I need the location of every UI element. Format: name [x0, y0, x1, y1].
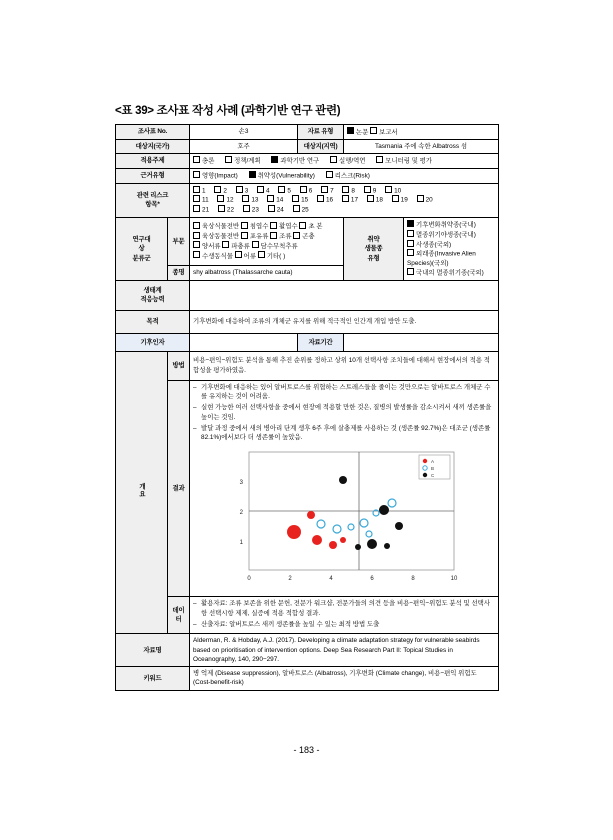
checkbox-icon[interactable] — [342, 195, 349, 202]
checkbox-icon[interactable] — [243, 205, 250, 212]
risk-item[interactable]: 21 — [193, 205, 209, 215]
checkbox-icon[interactable] — [193, 241, 200, 248]
checkbox-icon[interactable] — [241, 232, 248, 239]
result-list — [193, 383, 495, 443]
checkbox-icon[interactable] — [193, 186, 200, 193]
checkbox-option-etc[interactable]: 기타( ) — [258, 253, 285, 260]
checkbox-icon[interactable] — [242, 195, 249, 202]
checkbox-icon[interactable] — [407, 220, 414, 227]
checkbox-icon[interactable] — [392, 195, 399, 202]
list-item: – 기후변화에 대응하는 있어 알버트로스를 위협하는 스트레스들을 줄이는 것만으로는 알바트로스 개체군 수를 유지하는 것이 어려움. — [193, 383, 495, 402]
risk-item[interactable]: 9 — [364, 186, 377, 196]
checkbox-icon[interactable] — [193, 195, 200, 202]
risk-item[interactable]: 2 — [214, 186, 227, 196]
checkbox-icon[interactable] — [235, 251, 242, 258]
value-method: 비용−편익−위험도 분석을 통해 추진 순위를 정하고 상위 10개 선택사항 조치들에 대해서 현장에서의 적용 적합성을 평가하였음. — [190, 351, 499, 380]
checkbox-icon[interactable] — [270, 222, 277, 229]
page-number: - 183 - — [293, 745, 320, 755]
value-species: shy albatross (Thalassarche cauta) — [190, 265, 344, 280]
risk-item[interactable]: 14 — [267, 195, 283, 205]
label-source: 자료명 — [116, 634, 190, 667]
table-row — [116, 168, 499, 183]
label-region: 대상지(지역) — [298, 139, 344, 153]
checkbox-icon[interactable] — [293, 232, 300, 239]
checkbox-icon[interactable] — [258, 251, 265, 258]
survey-form-table — [115, 124, 499, 691]
checkbox-icon[interactable] — [267, 195, 274, 202]
value-vulnerable-species-type — [404, 217, 499, 280]
legend-marker-red — [423, 459, 427, 463]
checkbox-icon[interactable] — [376, 156, 383, 163]
risk-item[interactable]: 19 — [392, 195, 408, 205]
label-risk-items: 관련 리스크 항목* — [116, 183, 190, 217]
table-row — [116, 634, 499, 667]
checkbox-icon[interactable] — [225, 156, 232, 163]
label-method: 방법 — [168, 351, 190, 380]
risk-item[interactable]: 5 — [278, 186, 291, 196]
checkbox-icon[interactable] — [321, 186, 328, 193]
checkbox-option-mammal[interactable]: 포유류 — [241, 233, 269, 240]
table-row — [116, 154, 499, 169]
data-list — [193, 599, 495, 629]
value-survey-no: 손3 — [190, 125, 298, 140]
risk-item[interactable]: 8 — [342, 186, 355, 196]
division-row-4 — [193, 251, 340, 261]
risk-item[interactable]: 11 — [193, 195, 209, 205]
checkbox-icon[interactable] — [407, 230, 414, 237]
value-source: Alderman, R. & Hobday, A.J. (2017). Developing a climate adaptation strategy for vulnerable seabirds based on prioritisation of intervention options. Deep Sea Research Part II: Topical Studies in Oceanography, 140, 290−297. — [190, 634, 499, 667]
label-subject: 적용주제 — [116, 154, 190, 169]
checkbox-option-implementation[interactable]: 실행/역연 — [330, 156, 365, 166]
checkbox-option-impact[interactable]: 영향(Impact) — [193, 171, 238, 181]
checkbox-option-monitoring[interactable]: 모니터링 및 평가 — [376, 156, 432, 166]
checkbox-icon[interactable] — [249, 171, 256, 178]
checkbox-option-science[interactable]: 과학기반 연구 — [271, 156, 319, 166]
risk-item[interactable]: 6 — [300, 186, 313, 196]
label-keyword: 키워드 — [116, 667, 190, 691]
checkbox-option-policy[interactable]: 정책/계획 — [225, 156, 260, 166]
checkbox-icon[interactable] — [342, 186, 349, 193]
risk-item[interactable]: 1 — [193, 186, 206, 196]
risk-item[interactable]: 18 — [367, 195, 383, 205]
label-climate-factor: 기후인자 — [116, 333, 190, 351]
checkbox-option-bird[interactable]: 조류 — [270, 233, 291, 240]
checkbox-option-conifer[interactable]: 침엽수 — [241, 223, 269, 230]
label-species: 종명 — [168, 265, 190, 280]
checkbox-icon[interactable] — [193, 205, 200, 212]
value-country: 호주 — [190, 139, 298, 153]
value-keyword: 병 억제 (Disease suppression), 알바트로스 (Albatross), 기후변화 (Climate change), 비용−편익 위험도 (Cost-benefit-risk) — [190, 667, 499, 691]
risk-item[interactable]: 17 — [342, 195, 358, 205]
value-climate-factor — [190, 333, 298, 351]
table-row — [116, 281, 499, 311]
checkbox-icon[interactable] — [385, 186, 392, 193]
legend-label-b: B — [431, 466, 435, 472]
checkbox-icon[interactable] — [193, 232, 200, 239]
risk-item[interactable]: 7 — [321, 186, 334, 196]
checkbox-icon[interactable] — [193, 156, 200, 163]
vuln-option-row[interactable]: 외래종(Invasive Alien Species)(국외) — [407, 250, 476, 268]
label-result: 결과 — [168, 380, 190, 597]
legend-label-a: A — [431, 459, 435, 465]
x-tick-10: 10 — [450, 576, 458, 583]
checkbox-icon[interactable] — [293, 205, 300, 212]
x-tick-6: 6 — [370, 576, 374, 583]
checkbox-option-terrestrial-animals[interactable]: 육상동물전반 — [193, 233, 239, 240]
checkbox-icon[interactable] — [257, 186, 264, 193]
list-item: – 산출자료: 알버트로스 새끼 생존률을 높일 수 있는 최적 방법 도출 — [193, 620, 495, 629]
table-row — [116, 217, 499, 265]
vuln-option-row[interactable]: 사생종(국외) — [407, 240, 495, 250]
label-ecosystem-capacity: 생태계 적응능력 — [116, 281, 190, 311]
checkbox-icon[interactable] — [217, 195, 224, 202]
checkbox-option-broadleaf[interactable]: 활엽수 — [270, 223, 298, 230]
division-row-1 — [193, 222, 340, 232]
vuln-option-row[interactable]: 국내의 멸종위기종(국외) — [407, 268, 495, 278]
checkbox-icon[interactable] — [193, 171, 200, 178]
value-purpose: 기후변화에 대응하여 조류의 개체군 유지를 위해 적극적인 인간계 개입 방안 도출. — [190, 310, 499, 333]
checkbox-icon[interactable] — [370, 127, 377, 134]
label-division: 부문 — [168, 217, 190, 265]
risk-row-2 — [193, 195, 495, 205]
legend-label-c: C — [431, 473, 435, 479]
checkbox-option-terrestrial-plants[interactable]: 육상식물전반 — [193, 223, 239, 230]
checkbox-icon[interactable] — [300, 186, 307, 193]
x-tick-0: 0 — [247, 576, 251, 583]
checkbox-icon[interactable] — [214, 186, 221, 193]
division-row-2 — [193, 232, 340, 242]
risk-item[interactable]: 24 — [268, 205, 284, 215]
risk-item[interactable]: 3 — [236, 186, 249, 196]
checkbox-icon[interactable] — [407, 240, 414, 247]
checkbox-icon[interactable] — [347, 127, 354, 134]
risk-item[interactable]: 25 — [293, 205, 309, 215]
checkbox-icon[interactable] — [193, 251, 200, 258]
checkbox-icon[interactable] — [270, 232, 277, 239]
risk-row-1 — [193, 186, 495, 196]
value-ecosystem-capacity — [190, 281, 499, 311]
checkbox-option-reptile[interactable]: 파충류 — [222, 243, 250, 250]
checkbox-icon[interactable] — [268, 205, 275, 212]
vuln-option-row[interactable]: 멸종위기야생종(국내) — [407, 230, 495, 240]
table-row — [116, 139, 499, 153]
legend-marker-black — [423, 473, 427, 477]
table-row — [116, 333, 499, 351]
table-row — [116, 183, 499, 217]
table-row — [116, 125, 499, 140]
value-region: Tasmania 주에 속한 Albatross 섬 — [344, 139, 499, 153]
value-division — [190, 217, 344, 265]
checkbox-option-aquatic[interactable]: 수생동식물 — [193, 253, 233, 260]
risk-item[interactable]: 15 — [292, 195, 308, 205]
checkbox-icon[interactable] — [241, 222, 248, 229]
checkbox-icon[interactable] — [292, 195, 299, 202]
checkbox-option-report[interactable]: 보고서 — [370, 129, 398, 136]
label-vulnerable-species-type: 취약 생물종 유형 — [344, 217, 404, 280]
y-tick-3: 3 — [239, 480, 244, 487]
label-data-type: 자료 유형 — [298, 125, 344, 140]
checkbox-option-general[interactable]: 총론 — [193, 156, 214, 166]
label-survey-no: 조사표 No. — [116, 125, 190, 140]
risk-item[interactable]: 13 — [242, 195, 258, 205]
label-overview: 개요 — [116, 351, 168, 634]
value-data-type — [344, 125, 499, 140]
division-row-3 — [193, 241, 340, 251]
checkbox-icon[interactable] — [417, 195, 424, 202]
table-row — [116, 310, 499, 333]
value-risk-items — [190, 183, 499, 217]
label-data: 데이터 — [168, 597, 190, 634]
checkbox-icon[interactable] — [407, 268, 414, 275]
checkbox-option-insect[interactable]: 곤충 — [293, 233, 314, 240]
checkbox-icon[interactable] — [299, 222, 306, 229]
risk-item[interactable]: 12 — [217, 195, 233, 205]
checkbox-icon[interactable] — [367, 195, 374, 202]
checkbox-icon[interactable] — [407, 249, 414, 256]
page-title: <표 39> 조사표 작성 사례 (과학기반 연구 관련) — [115, 105, 341, 117]
table-row — [116, 380, 499, 597]
x-tick-2: 2 — [288, 576, 292, 583]
table-row — [116, 667, 499, 691]
label-study-group: 연구대 상 분류군 — [116, 217, 168, 280]
checkbox-option-risk[interactable]: 리스크(Risk) — [326, 171, 370, 181]
table-row — [116, 597, 499, 634]
risk-item[interactable]: 4 — [257, 186, 270, 196]
value-data — [190, 597, 499, 634]
checkbox-icon[interactable] — [278, 186, 285, 193]
checkbox-icon[interactable] — [317, 195, 324, 202]
list-item: – 실현 가능한 여러 선택사항을 중에서 현장에 적용할 만한 것은, 질병의 발생률을 감소시켜서 새끼 생존률을 높이는 것임. — [193, 403, 495, 422]
value-subject — [190, 154, 499, 169]
checkbox-option-vulnerability[interactable]: 취약성(Vulnerability) — [249, 171, 315, 181]
checkbox-option-freshwater-invertebrate[interactable]: 담수무척추류 — [252, 243, 298, 250]
checkbox-option-amphibian[interactable]: 양서류 — [193, 243, 221, 250]
checkbox-icon[interactable] — [236, 186, 243, 193]
value-data-period — [344, 333, 499, 351]
label-country: 대상지(국가) — [116, 139, 190, 153]
risk-item[interactable]: 10 — [385, 186, 401, 196]
scatter-plot-svg — [219, 444, 469, 592]
value-basis — [190, 168, 499, 183]
risk-item[interactable]: 22 — [218, 205, 234, 215]
list-item: – 활용자료: 조류 보존을 위한 문헌, 전문가 워크샵, 전문가들의 의견 등을 비용−편익−위험도 분석 및 선택사항 선택시항 제제, 실증에 적용 적합성 결과. — [193, 599, 495, 618]
checkbox-icon[interactable] — [252, 241, 259, 248]
checkbox-icon[interactable] — [271, 156, 278, 163]
label-purpose: 목적 — [116, 310, 190, 333]
checkbox-option-fish[interactable]: 어류 — [235, 253, 256, 260]
risk-item[interactable]: 23 — [243, 205, 259, 215]
x-tick-4: 4 — [329, 576, 333, 583]
x-tick-8: 8 — [411, 576, 415, 583]
value-result — [190, 380, 499, 597]
list-item: – 발달 과정 중에서 새의 병아리 단계 생후 6주 후에 살충제를 사용하는 것 (생존률 92.7%)은 대조군 (생존률 82.1%)에서보다 더 생존률이 높았음. — [193, 424, 495, 443]
risk-row-3 — [193, 205, 495, 215]
checkbox-icon[interactable] — [364, 186, 371, 193]
y-tick-1: 1 — [239, 540, 244, 547]
risk-item[interactable]: 16 — [317, 195, 333, 205]
label-basis: 근거유형 — [116, 168, 190, 183]
checkbox-icon[interactable] — [218, 205, 225, 212]
checkbox-option-herb[interactable]: 초 본 — [299, 223, 322, 230]
label-data-period: 자료기간 — [298, 333, 344, 351]
checkbox-option-paper[interactable]: 논문 — [347, 129, 368, 136]
checkbox-icon[interactable] — [222, 241, 229, 248]
checkbox-icon[interactable] — [326, 171, 333, 178]
y-tick-2: 2 — [239, 510, 244, 517]
result-scatter-chart — [193, 444, 495, 594]
checkbox-icon[interactable] — [193, 222, 200, 229]
vuln-option-row[interactable]: 기후변화취약종(국내) — [407, 220, 495, 230]
risk-item[interactable]: 20 — [417, 195, 433, 205]
checkbox-icon[interactable] — [330, 156, 337, 163]
table-row — [116, 351, 499, 380]
